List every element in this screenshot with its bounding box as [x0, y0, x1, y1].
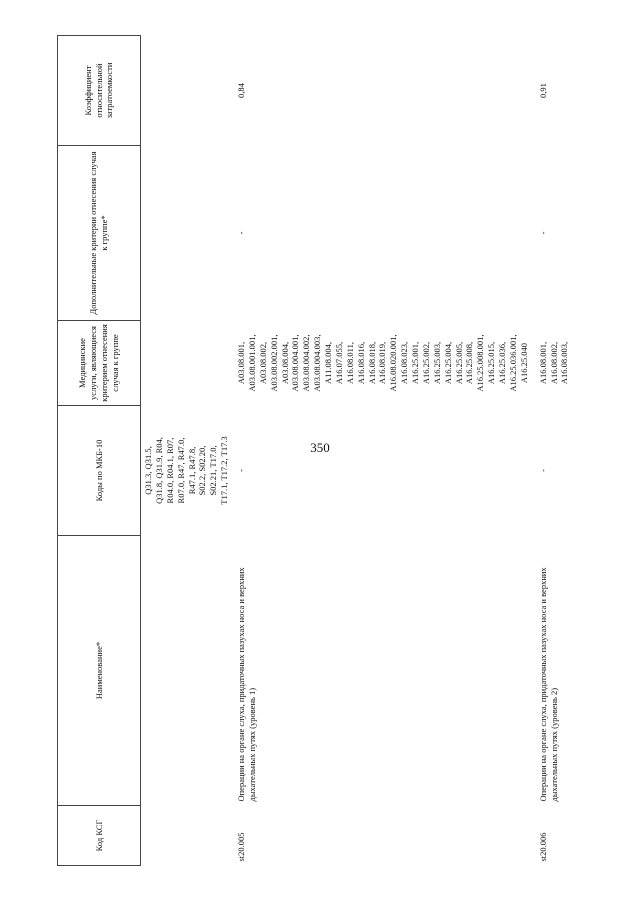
service-code-line: A16.25.040: [518, 342, 529, 384]
table-row: [532, 36, 573, 866]
service-code-line: A16.25.036,: [497, 341, 507, 385]
row-mkb: -: [537, 469, 548, 472]
mkb-code-line: S02.21, T17.0,: [208, 445, 219, 496]
header-code: Код КСГ: [58, 806, 141, 866]
service-code-line: A11.08.004,: [323, 342, 333, 384]
service-code-line: A16.08.016,: [355, 341, 366, 385]
row-extra-criteria: -: [236, 231, 246, 235]
service-code-line: A16.08.003,: [559, 341, 570, 385]
header-name: Наименование*: [58, 536, 141, 806]
row-coefficient: 0,84: [236, 83, 246, 98]
mkb-code-line: R04.0, R04.1, R07,: [164, 437, 175, 504]
mkb-code-line: T17.1, T17.2, T17.3: [219, 436, 230, 505]
service-code-line: A16.25.003,: [431, 341, 442, 385]
service-code-line: A16.08.020.001,: [388, 334, 399, 392]
row-services: [232, 321, 532, 406]
continued-row: [141, 36, 233, 866]
service-code-line: A03.08.004.002,: [301, 334, 312, 392]
service-code-line: A16.08.023,: [399, 341, 410, 385]
service-code-line: A16.08.011,: [344, 342, 355, 384]
service-code-line: A03.08.004,: [279, 341, 290, 385]
service-code-line: A03.08.004.001,: [290, 334, 301, 392]
row-services: [532, 321, 573, 406]
mkb-code-line: S02.2, S02.20,: [197, 445, 208, 496]
service-code-line: A16.07.055,: [333, 341, 344, 385]
ksg-table: [57, 35, 572, 866]
row-name: Операции на органе слуха, придаточных пазухах носа и верхних дыхательных путях (уровень 1): [236, 567, 257, 802]
service-code-line: A03.08.001.001,: [246, 334, 257, 392]
mkb-code-line: Q31.3, Q31.5,: [143, 446, 153, 495]
service-code-line: A16.08.018,: [366, 341, 377, 385]
row-code: st20.005: [236, 832, 246, 862]
service-code-line: A16.25.008.001,: [475, 334, 486, 392]
table-header: [58, 36, 141, 866]
mkb-code-line: R47.1, R47.8,: [186, 446, 197, 495]
service-code-line: A16.25.002,: [420, 341, 431, 385]
row-name: Операции на органе слуха, придаточных пазухах носа и верхних дыхательных путях (уровень 2): [537, 567, 559, 802]
mkb-code-line: Q31.8, Q31.9, R04,: [153, 437, 164, 504]
service-code-line: A16.25.005,: [453, 341, 464, 385]
rotated-table-container: [57, 36, 639, 866]
service-code-line: A03.08.002.001,: [268, 334, 279, 392]
service-code-line: A03.08.001,: [236, 341, 246, 385]
header-mkb: Коды по МКБ-10: [58, 406, 141, 536]
service-code-line: A16.25.015,: [486, 341, 497, 385]
service-code-line: A03.08.002,: [257, 341, 268, 385]
header-services: Медицинские услуги, являющиеся критерием отнесения случая к группе: [58, 321, 141, 406]
service-code-line: A16.08.002,: [548, 341, 559, 385]
continued-mkb-codes: [141, 406, 233, 536]
header-extra-criteria: Дополнительные критерии отнесения случая к группе*: [58, 146, 141, 321]
header-coefficient: Коэффициент относительной затратоемкости: [58, 36, 141, 146]
service-code-line: A16.25.036.001,: [507, 334, 518, 392]
row-code: st20.006: [537, 832, 548, 862]
service-code-line: A16.25.001,: [410, 341, 420, 385]
page-number: 350: [310, 440, 330, 455]
service-code-line: A16.25.008,: [464, 341, 475, 385]
mkb-code-line: R07.0, R47, R47.0,: [175, 437, 186, 504]
service-code-line: A03.08.004.003,: [312, 334, 323, 392]
row-coefficient: 0,91: [537, 83, 548, 98]
table-row: [232, 36, 532, 866]
service-code-line: A16.25.004,: [442, 341, 453, 385]
row-extra-criteria: -: [537, 231, 548, 235]
service-code-line: A16.08.001,: [537, 341, 548, 385]
row-mkb: -: [236, 469, 246, 472]
service-code-line: A16.08.019,: [377, 341, 388, 385]
